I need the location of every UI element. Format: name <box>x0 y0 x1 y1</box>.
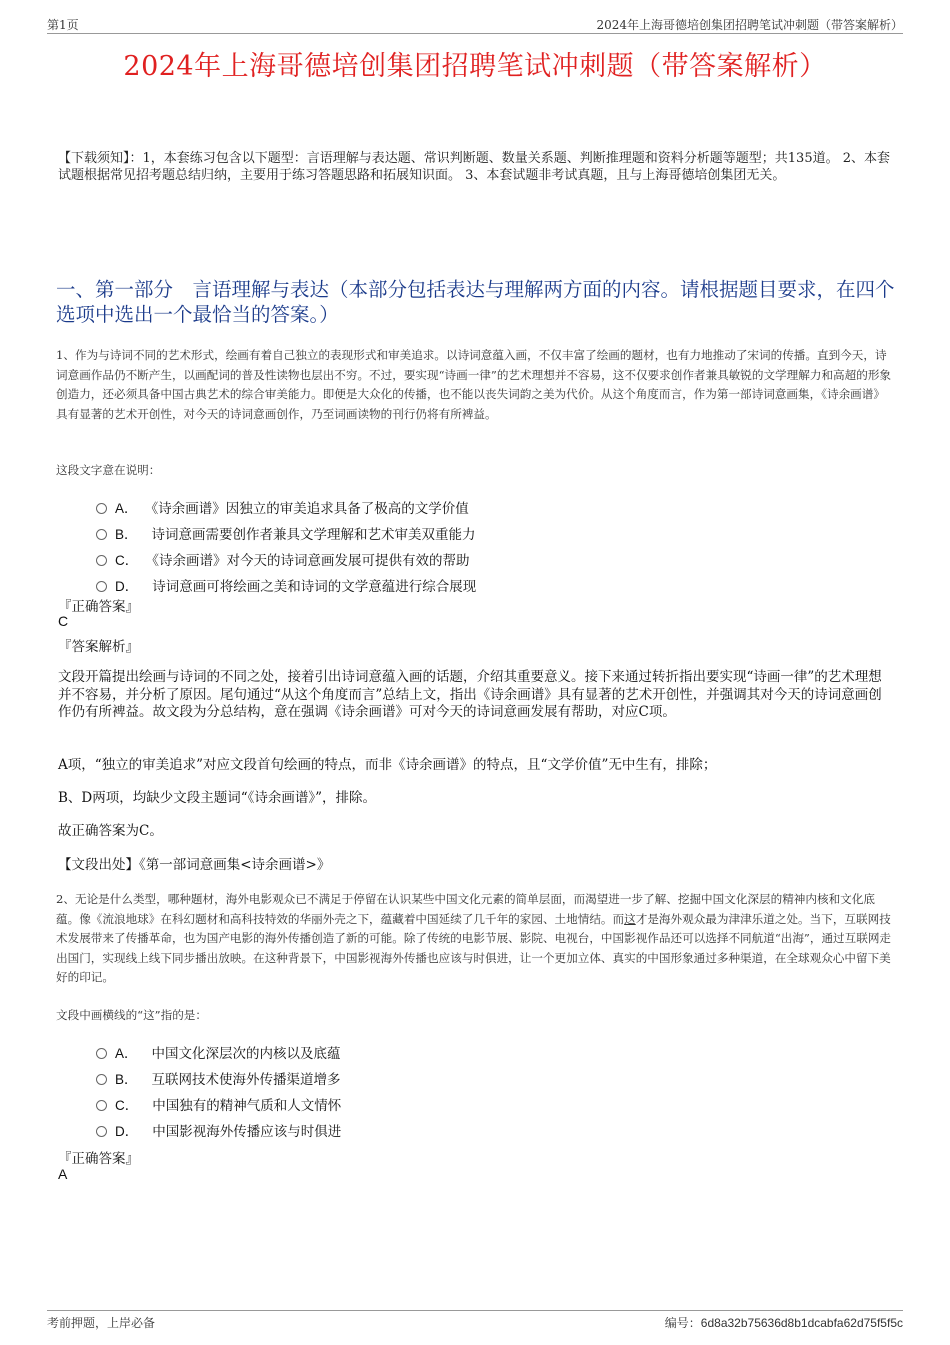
radio-icon[interactable] <box>96 581 107 592</box>
page-footer <box>47 1310 903 1331</box>
q1-analysis-paragraph: 故正确答案为C。 <box>58 823 163 839</box>
q1-option-c[interactable]: C． 《诗余画谱》对今天的诗词意画发展可提供有效的帮助 <box>96 549 470 569</box>
radio-icon[interactable] <box>96 1100 107 1111</box>
footer-code: 编号：6d8a32b75636d8b1dcabfa62d75f5f5c <box>664 1316 903 1330</box>
q1-option-a[interactable]: A． 《诗余画谱》因独立的审美追求具备了极高的文学价值 <box>96 497 469 517</box>
radio-icon[interactable] <box>96 555 107 566</box>
download-notice: 【下载须知】：1，本套练习包含以下题型：言语理解与表达题、常识判断题、数量关系题、判断推理题和资料分析题等题型；共135道。 2、本套试题根据常见招考题总结归纳，主要用于练习答题思路和拓展知识面。 3、本套试题非考试真题，且与上海哥德培创集团无关。 <box>58 151 890 183</box>
q1-analysis-paragraph: A项，“独立的审美追求”对应文段首句绘画的特点，而非《诗余画谱》的特点，且“文学价值”无中生有，排除； <box>58 757 717 773</box>
q2-option-d[interactable]: D． 中国影视海外传播应该与时俱进 <box>96 1120 341 1140</box>
radio-icon[interactable] <box>96 503 107 514</box>
q1-answer: C <box>58 613 69 629</box>
q1-analysis-label: 『答案解析』 <box>58 639 139 655</box>
question-1-passage: 1、作为与诗词不同的艺术形式，绘画有着自己独立的表现形式和审美追求。以诗词意蕴入画，不仅丰富了绘画的题材，也有力地推动了宋词的传播。直到今天，诗词意画作品仍不断产生，以画配词的普及性读物也层出不穷。不过，要实现“诗画一律”的艺术理想并不容易，这不仅要求创作者兼具敏锐的文学理解力和高超的形象创造力，还必须具备中国古典艺术的综合审美能力。即便是大众化的传播，也不能以丧失词韵之美为代价。从这个角度而言，作为第一部诗词意画集，《诗余画谱》具有显著的艺术开创性，对今天的诗词意画创作，乃至词画读物的刊行仍将有所裨益。 <box>56 348 892 421</box>
header-doc-title: 2024年上海哥德培创集团招聘笔试冲刺题（带答案解析） <box>596 18 903 32</box>
document-title: 2024年上海哥德培创集团招聘笔试冲刺题（带答案解析） <box>123 51 827 82</box>
q1-option-d[interactable]: D． 诗词意画可将绘画之美和诗词的文学意蕴进行综合展现 <box>96 575 476 595</box>
q2-answer-label: 『正确答案』 <box>58 1151 139 1167</box>
q1-analysis-paragraph: B、D两项，均缺少文段主题词“《诗余画谱》”，排除。 <box>58 790 377 806</box>
question-2-prompt: 文段中画横线的“这”指的是： <box>56 1008 207 1022</box>
page-header <box>47 14 903 34</box>
question-1-prompt: 这段文字意在说明： <box>56 463 161 477</box>
q1-option-b[interactable]: B． 诗词意画需要创作者兼具文学理解和艺术审美双重能力 <box>96 523 476 543</box>
footer-slogan: 考前押题，上岸必备 <box>47 1316 156 1330</box>
q1-analysis-paragraph: 文段开篇提出绘画与诗词的不同之处，接着引出诗词意蕴入画的话题，介绍其重要意义。接下来通过转折指出要实现“诗画一律”的艺术理想并不容易，并分析了原因。尾句通过“从这个角度而言”总结上文，指出《诗余画谱》具有显著的艺术开创性，并强调其对今天的诗词意画创作仍有所裨益。故文段为分总结构，意在强调《诗余画谱》可对今天的诗词意画发展有帮助，对应C项。 <box>58 669 882 720</box>
q1-source: 【文段出处】《第一部词意画集<诗余画谱>》 <box>58 857 331 873</box>
q1-answer-label: 『正确答案』 <box>58 599 139 615</box>
radio-icon[interactable] <box>96 1074 107 1085</box>
q2-option-b[interactable]: B． 互联网技术使海外传播渠道增多 <box>96 1068 341 1088</box>
section-title: 一、第一部分 言语理解与表达（本部分包括表达与理解两方面的内容。请根据题目要求，在四个选项中选出一个最恰当的答案。） <box>56 278 895 326</box>
q2-option-a[interactable]: A． 中国文化深层次的内核以及底蕴 <box>96 1042 341 1062</box>
radio-icon[interactable] <box>96 529 107 540</box>
q2-answer: A <box>58 1166 68 1182</box>
q2-option-c[interactable]: C． 中国独有的精神气质和人文情怀 <box>96 1094 341 1114</box>
radio-icon[interactable] <box>96 1048 107 1059</box>
underlined-word: 这 <box>624 911 636 926</box>
page-number: 第1页 <box>47 18 79 32</box>
radio-icon[interactable] <box>96 1126 107 1137</box>
question-2-passage: 2、无论是什么类型，哪种题材，海外电影观众已不满足于停留在认识某些中国文化元素的简单层面，而渴望进一步了解、挖掘中国文化深层的精神内核和文化底蕴。像《流浪地球》在科幻题材和高科技特效的华丽外壳之下，蕴藏着中国延续了几千年的家园、土地情结。而这才是海外观众最为津津乐道之处。当下，互联网技术发展带来了传播革命，也为国产电影的海外传播创造了新的可能。除了传统的电影节展、影院、电视台，中国影视作品还可以选择不同航道“出海”，通过互联网走出国门，实现线上线下同步播出放映。在这种背景下，中国影视海外传播也应该与时俱进，让一个更加立体、真实的中国形象通过多种渠道，在全球观众心中留下美好的印记。 <box>56 892 892 984</box>
